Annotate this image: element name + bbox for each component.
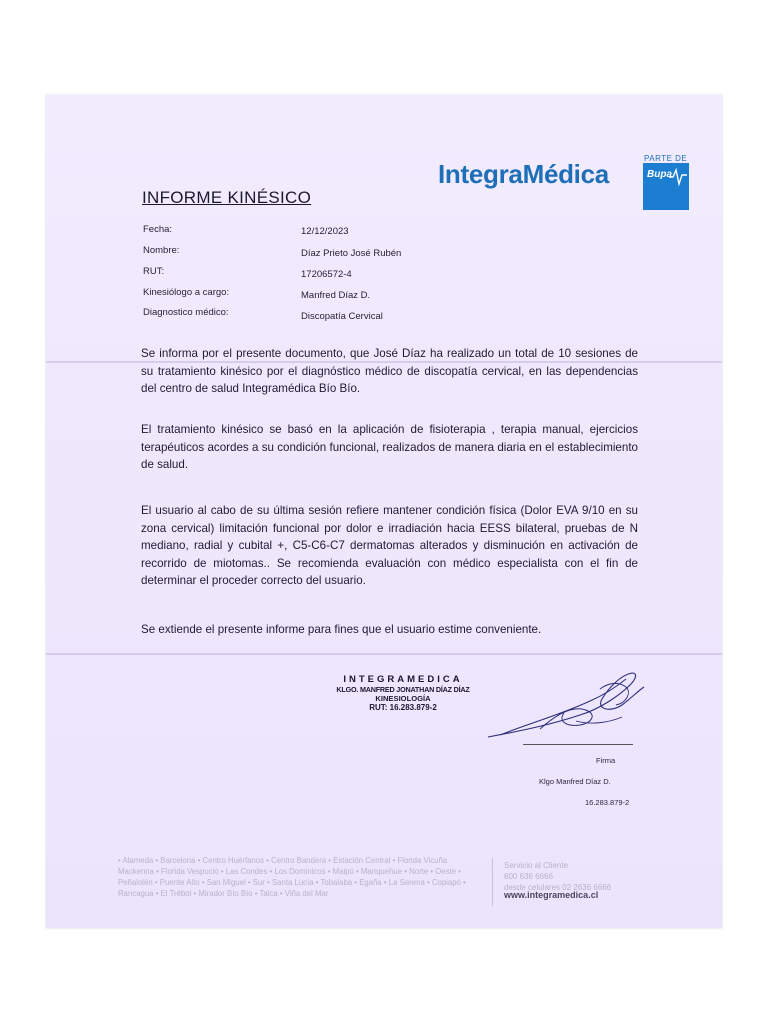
field-label-kinesiologo: Kinesiólogo a cargo: [143,287,230,298]
handwritten-signature [480,665,650,750]
stamp-org: INTEGRAMEDICA [343,674,463,685]
field-value-diagnostico: Discopatía Cervical [301,311,383,322]
footer-branches: • Alameda • Barcelona • Centro Huérfanos • Centro Bandera • Estación Central • Florida Vicuña Mackenna • Florida Vespucio • Las Condes • Los Dominicos • Maipú • Manquehue • Norte • Oeste • Peñalolén • Puente Alto • San Miguel • Sur • Santa Lucía • Tobalaba • Egaña • La Serena • Copiapó • Rancagua • El Trébol • Mirador Bío Bío • Talca • Viña del Mar [118,856,466,898]
footer-service [504,860,611,893]
paragraph-cierre: Se extiende el presente informe para fines que el usuario estime conveniente. [141,623,542,636]
heartbeat-icon [643,163,689,210]
signature-label: Firma [596,756,616,765]
paragraph-sesiones: Se informa por el presente documento, que José Díaz ha realizado un total de 10 sesiones de su tratamiento kinésico por el diagnóstico médico de discopatía cervical, en las dependencias del centro de salud Integramédica Bío Bío. [141,347,638,395]
service-title: Servicio al Cliente [504,861,569,870]
paragraph-tratamiento: El tratamiento kinésico se basó en la aplicación de fisioterapia , terapia manual, ejercicios terapéuticos acordes a su condición funcional, realizados de manera diaria en el establecimiento de salud. [141,423,638,471]
field-value-kinesiologo: Manfred Díaz D. [301,290,371,301]
service-mobile: desde celulares 02 2636 6666 [504,883,612,892]
signature-name: Klgo Manfred Díaz D. [539,777,611,786]
paper-fold [46,653,722,655]
service-phone: 600 636 6666 [504,872,553,881]
stamp-rut: RUT: 16.283.879-2 [369,703,437,712]
bupa-logo [643,163,689,210]
field-value-rut: 17206572-4 [301,269,352,280]
signature-line [523,744,633,745]
field-label-diagnostico: Diagnostico médico: [143,307,229,318]
field-label-fecha: Fecha: [143,224,173,235]
field-value-nombre: Díaz Prieto José Rubén [301,248,402,259]
field-label-rut: RUT: [143,266,165,277]
field-label-nombre: Nombre: [143,245,180,256]
paragraph-estado: El usuario al cabo de su última sesión refiere mantener condición física (Dolor EVA 9/10 en su zona cervical) limitación funcional por dolor e irradiación hacia EESS bilateral, pruebas de N mediano, radial y cubital +, C5-C6-C7 dermatomas alterados y disminución en activación de recorrido de miotomas.. Se recomienda evaluación con médico especialista con el fin de determinar el proceder correcto del usuario. [141,504,638,587]
field-value-fecha: 12/12/2023 [301,226,349,237]
brand-name: IntegraMédica [438,159,609,189]
document-page [46,95,722,928]
footer-divider [492,858,493,906]
stamp-name: KLGO. MANFRED JONATHAN DÍAZ DÍAZ [336,685,470,694]
stamp-specialty: KINESIOLOGÍA [375,694,431,703]
professional-stamp [328,674,478,712]
signature-rut: 16.283.879-2 [585,798,630,807]
footer-website: www.integramedica.cl [504,890,599,900]
partner-name: Bupa [647,169,672,180]
partner-label: PARTE DE [644,154,688,163]
document-title: INFORME KINÉSICO [142,188,312,207]
